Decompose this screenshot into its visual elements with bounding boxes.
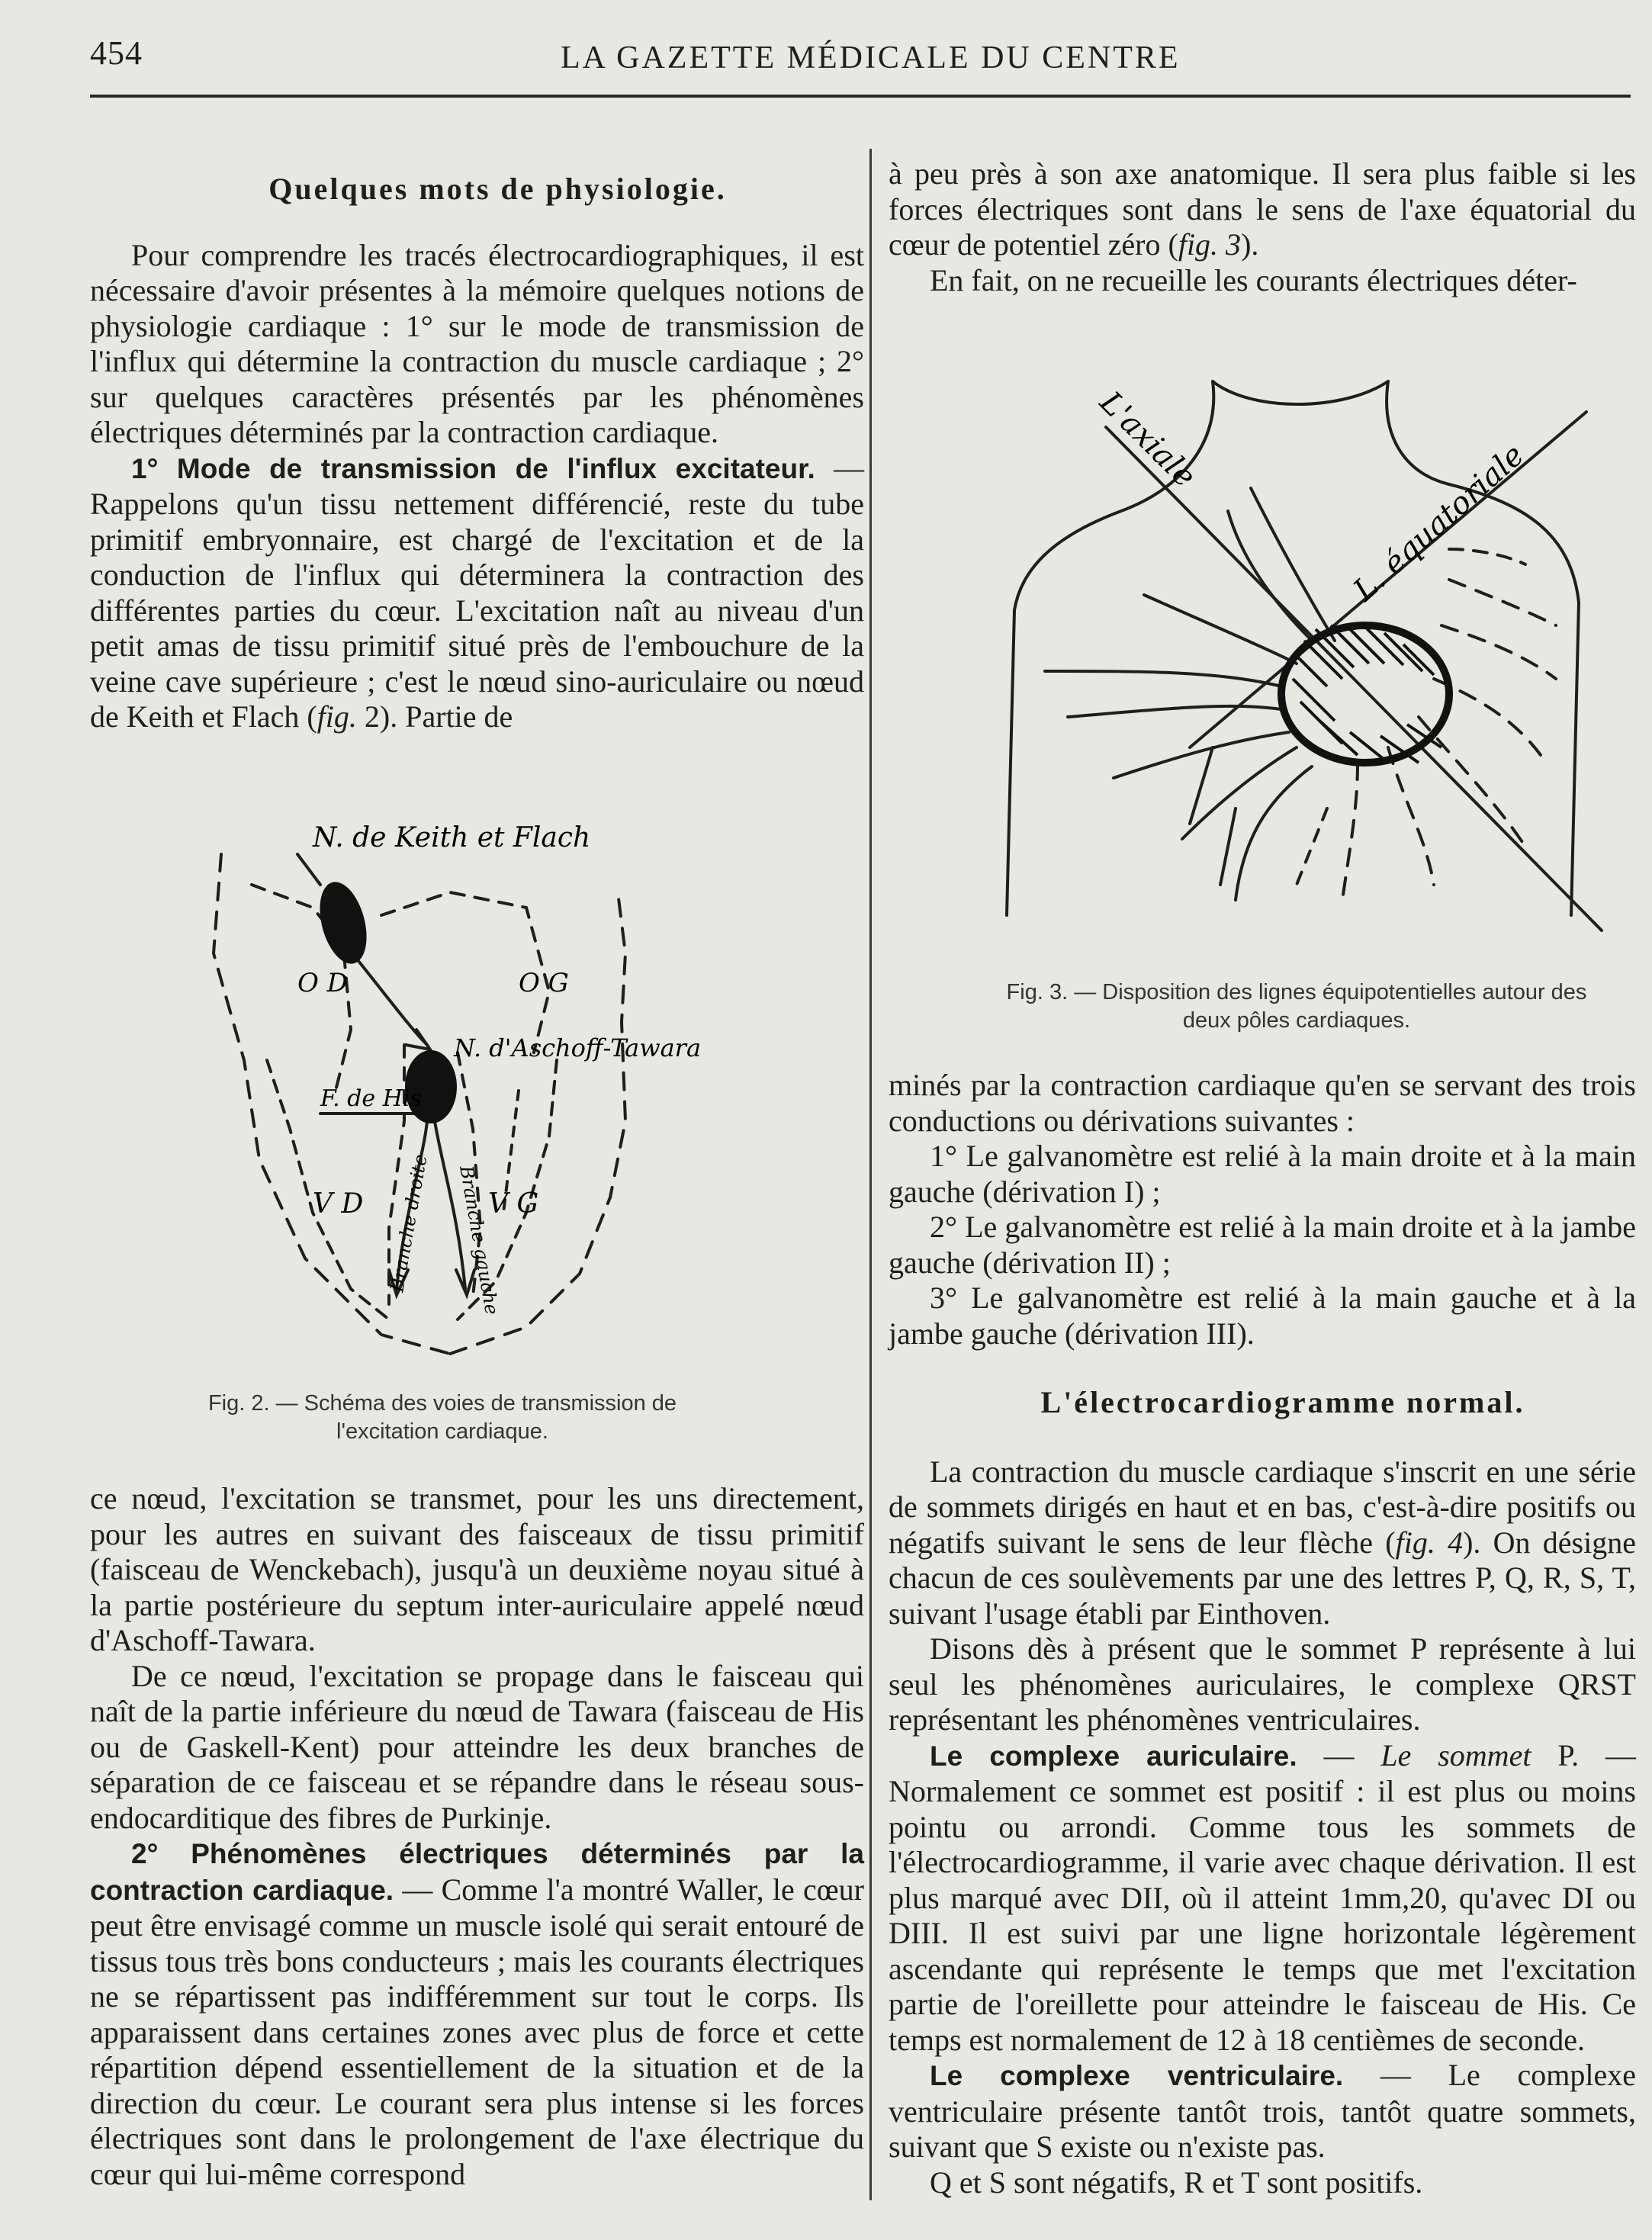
intro-paragraph: Pour comprendre les tracés électrocardiographiques, il est nécessaire d'avoir présentes à la mémoire quelques notions de physiologie cardiaque : 1° sur le mode de transmission de l'influx qui détermine la contraction du muscle cardiaque ; 2° sur quelques caractères présentés par les phénomènes électriques déterminés par la contraction cardiaque.	[90, 237, 864, 449]
subheading-mode-transmission: 1° Mode de transmission de l'influx excitateur.	[131, 452, 815, 484]
section-title-ecg-normal: L'électrocardiogramme normal.	[1040, 1385, 1525, 1419]
label-od: O D	[297, 968, 348, 998]
page-number: 454	[90, 34, 143, 72]
figure-2-caption-label: Fig. 2.	[207, 1391, 270, 1416]
paragraph-text: ). On désigne chacun de ces soulèvements par une des lettres P, Q, R, S, T, suivant l'usage établi par Einthoven.	[889, 1525, 1636, 1631]
label-vg: V G	[488, 1188, 539, 1220]
paragraph-text: 2). Partie de	[356, 699, 513, 734]
paragraph-text: à peu près à son axe anatomique. Il sera plus faible si les forces électriques sont dans le sens de l'axe équatorial du cœur de potentiel zéro (	[889, 156, 1636, 262]
right-column-bottom	[889, 1068, 1636, 2200]
paragraph-disons: Disons dès à présent que le sommet P représente à lui seul les phénomènes auriculaires, le complexe QRST représentant les phénomènes ventriculaires.	[889, 1631, 1636, 1737]
paragraph-q-s-r-t: Q et S sont négatifs, R et T sont positifs.	[930, 2164, 1423, 2200]
figure-reference: fig. 4	[1395, 1525, 1464, 1560]
label-equatoriale: L. équatoriale	[1346, 437, 1531, 609]
label-branche-gauche: Branche gauche	[455, 1164, 503, 1316]
paragraph-text: — Le complexe ventriculaire présente tantôt trois, tantôt quatre sommets, suivant que S existe ou n'existe pas.	[889, 2058, 1636, 2164]
label-vd: V D	[313, 1188, 364, 1220]
label-keith-flach: N. de Keith et Flach	[313, 822, 591, 853]
running-head: LA GAZETTE MÉDICALE DU CENTRE	[561, 40, 1181, 76]
paragraph-complexe-ventriculaire	[889, 2058, 1636, 2165]
header-rule	[90, 95, 1631, 98]
column-divider	[869, 149, 872, 2200]
figure-3-equipotential-lines	[992, 351, 1617, 953]
paragraph-text: — Comme l'a montré Waller, le cœur peut être envisagé comme un muscle isolé qui serait entouré de tissus tous très bons conducteurs ; mais les courants électriques ne se répartissent pas indifféremment sur tout le corps. Ils apparaissent dans certaines zones avec plus de force et cette répartition dépend essentiellement de la situation et de la direction du cœur. Le courant sera plus intense si les forces électriques sont dans le prolongement de l'axe électrique du cœur qui lui-même correspond	[90, 1872, 864, 2191]
paragraph-text: — Rappelons qu'un tissu nettement différencié, reste du tube primitif embryonnaire, est chargé de l'excitation et de la conduction de l'influx qui déterminera la contraction des différentes parties du cœur. L'excitation naît au niveau d'un petit amas de tissu primitif situé près de l'embouchure de la veine cave supérieure ; c'est le nœud sino-auriculaire ou nœud de Keith et Flach (	[90, 450, 865, 734]
figure-2-heart-conduction-diagram	[198, 801, 747, 1365]
subheading-phenomenes-electriques: 2° Phénomènes électriques déterminés par la contraction cardiaque.	[90, 1838, 864, 1906]
left-column-top	[90, 172, 864, 735]
paragraph-text: P. — Normalement ce sommet est positif : il est plus ou moins pointu ou arrondi. Comme tous les sommets de l'électrocardiogramme, il varie avec chaque dérivation. Il est plus marqué avec DII, où il atteint 1mm,20, qu'avec DI ou DIII. Il est suivi par une ligne horizontale légèrement ascendante qui représente le temps que met l'excitation partie de l'oreillette pour atteindre le faisceau de His. Ce temps est normalement de 12 à 18 centièmes de seconde.	[889, 1737, 1637, 2057]
figure-3-caption-label: Fig. 3.	[1006, 980, 1069, 1004]
label-faisceau-his: F. de His	[320, 1085, 422, 1112]
paragraph-contraction-sommets	[889, 1454, 1636, 1632]
paragraph-axe-anatomique	[889, 156, 1636, 263]
subheading-complexe-ventriculaire: Le complexe ventriculaire.	[930, 2060, 1344, 2091]
right-column-top	[889, 156, 1636, 298]
label-aschoff-tawara: N. d'Aschoff-Tawara	[454, 1033, 702, 1062]
paragraph-transmission-continued: ce nœud, l'excitation se transmet, pour les uns directement, pour les autres en suivant des faisceaux de tissu primitif (faisceau de Wenckebach), jusqu'à un deuxième noyau situé à la partie postérieure du septum inter-auriculaire appelé nœud d'Aschoff-Tawara.	[90, 1481, 864, 1657]
paragraph-text: La contraction du muscle cardiaque s'inscrit en une série de sommets dirigés en haut et en bas, c'est-à-dire positifs ou négatifs suivant le sens de leur flèche (	[889, 1454, 1636, 1560]
figure-3-caption	[999, 979, 1594, 1035]
paragraph-complexe-auriculaire	[889, 1738, 1636, 2058]
figure-3-caption-text: — Disposition des lignes équipotentielles autour des deux pôles cardiaques.	[1068, 980, 1587, 1033]
sommet-label: Le sommet	[1380, 1737, 1531, 1772]
paragraph-tawara: De ce nœud, l'excitation se propage dans le faisceau qui naît de la partie inférieure du nœud de Tawara (faisceau de His ou de Gaskell-Kent) pour atteindre les deux branches de séparation de ce faisceau et se répandre dans le réseau sous-endocarditique des fibres de Purkinje.	[90, 1658, 864, 1835]
paragraph-derivations-intro: minés par la contraction cardiaque qu'en se servant des trois conductions ou dérivations suivantes :	[889, 1068, 1636, 1138]
section-title-physiologie: Quelques mots de physiologie.	[268, 172, 727, 206]
figure-2-caption	[198, 1390, 686, 1446]
list-item-derivation-2: 2° Le galvanomètre est relié à la main droite et à la jambe gauche (dérivation II) ;	[889, 1210, 1636, 1280]
list-item-derivation-1: 1° Le galvanomètre est relié à la main droite et à la main gauche (dérivation I) ;	[889, 1139, 1636, 1209]
paragraph-text: —	[1297, 1737, 1381, 1772]
label-branche-droite: Branche droite	[386, 1152, 432, 1294]
paragraph-phenomenes-electriques	[90, 1836, 864, 2192]
figure-reference: fig. 3	[1178, 227, 1242, 262]
figure-reference: fig.	[317, 699, 357, 734]
label-og: O G	[519, 968, 569, 998]
subheading-complexe-auriculaire: Le complexe auriculaire.	[930, 1740, 1297, 1772]
figure-2-caption-text: — Schéma des voies de transmission de l'excitation cardiaque.	[269, 1391, 677, 1444]
paragraph-mode-transmission	[90, 451, 864, 735]
paragraph-text: ).	[1241, 227, 1259, 262]
list-item-derivation-3: 3° Le galvanomètre est relié à la main gauche et à la jambe gauche (dérivation III).	[889, 1281, 1636, 1351]
left-column-bottom	[90, 1481, 864, 2192]
label-axiale: L'axiale	[1092, 384, 1203, 495]
paragraph-en-fait: En fait, on ne recueille les courants électriques déter-	[930, 262, 1577, 297]
